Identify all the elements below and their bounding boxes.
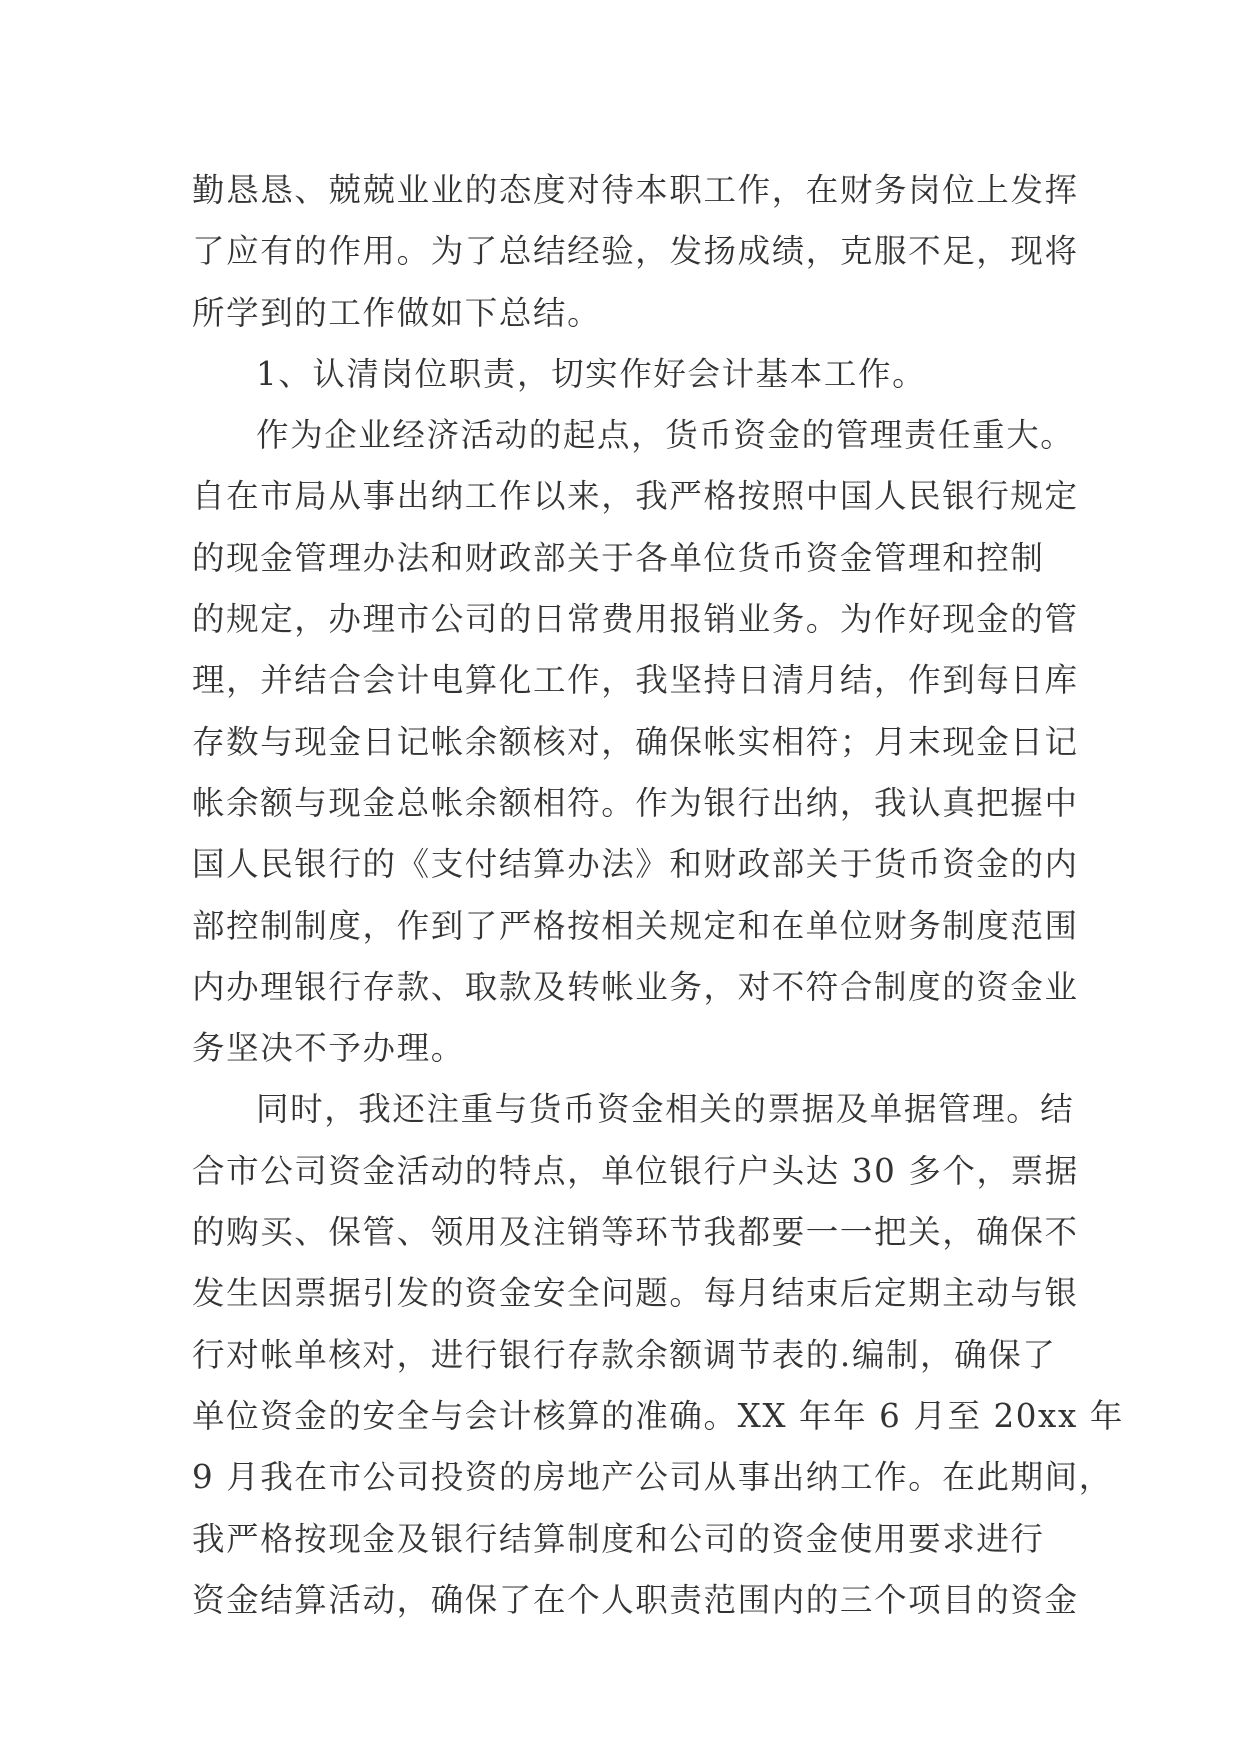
text-line: 国人民银行的《支付结算办法》和财政部关于货币资金的内 xyxy=(192,845,1079,884)
text-line: 资金结算活动，确保了在个人职责范围内的三个项目的资金 xyxy=(192,1580,1079,1619)
text-line: 的购买、保管、领用及注销等环节我都要一一把关，确保不 xyxy=(192,1213,1079,1252)
text-line: 我严格按现金及银行结算制度和公司的资金使用要求进行 xyxy=(192,1519,1045,1558)
text-line: 发生因票据引发的资金安全问题。每月结束后定期主动与银 xyxy=(192,1274,1079,1313)
section-heading: 1、认清岗位职责，切实作好会计基本工作。 xyxy=(256,354,927,393)
text-line: 的规定，办理市公司的日常费用报销业务。为作好现金的管 xyxy=(192,600,1079,639)
text-line: 部控制制度，作到了严格按相关规定和在单位财务制度范围 xyxy=(192,906,1079,945)
text-line: 行对帐单核对，进行银行存款余额调节表的.编制，确保了 xyxy=(192,1335,1057,1374)
text-line: 帐余额与现金总帐余额相符。作为银行出纳，我认真把握中 xyxy=(192,783,1079,822)
text-line: 的现金管理办法和财政部关于各单位货币资金管理和控制 xyxy=(192,538,1045,577)
text-line: 作为企业经济活动的起点，货币资金的管理责任重大。 xyxy=(256,416,1075,455)
body-text xyxy=(192,160,1124,1631)
text-line: 务坚决不予办理。 xyxy=(192,1029,465,1068)
text-line: 合市公司资金活动的特点，单位银行户头达 30 多个，票据 xyxy=(192,1151,1079,1190)
text-line: 所学到的工作做如下总结。 xyxy=(192,293,602,332)
text-line: 9 月我在市公司投资的房地产公司从事出纳工作。在此期间， xyxy=(192,1458,1113,1497)
text-line: 存数与现金日记帐余额核对，确保帐实相符；月末现金日记 xyxy=(192,722,1079,761)
text-line: 自在市局从事出纳工作以来，我严格按照中国人民银行规定 xyxy=(192,477,1079,516)
text-line: 理，并结合会计电算化工作，我坚持日清月结，作到每日库 xyxy=(192,661,1079,700)
text-line: 了应有的作用。为了总结经验，发扬成绩，克服不足，现将 xyxy=(192,232,1079,271)
text-line: 勤恳恳、兢兢业业的态度对待本职工作，在财务岗位上发挥 xyxy=(192,171,1079,209)
text-line: 内办理银行存款、取款及转帐业务，对不符合制度的资金业 xyxy=(192,967,1079,1006)
text-line: 单位资金的安全与会计核算的准确。XX 年年 6 月至 20xx 年 xyxy=(192,1396,1124,1435)
text-line: 同时，我还注重与货币资金相关的票据及单据管理。结 xyxy=(256,1090,1075,1129)
